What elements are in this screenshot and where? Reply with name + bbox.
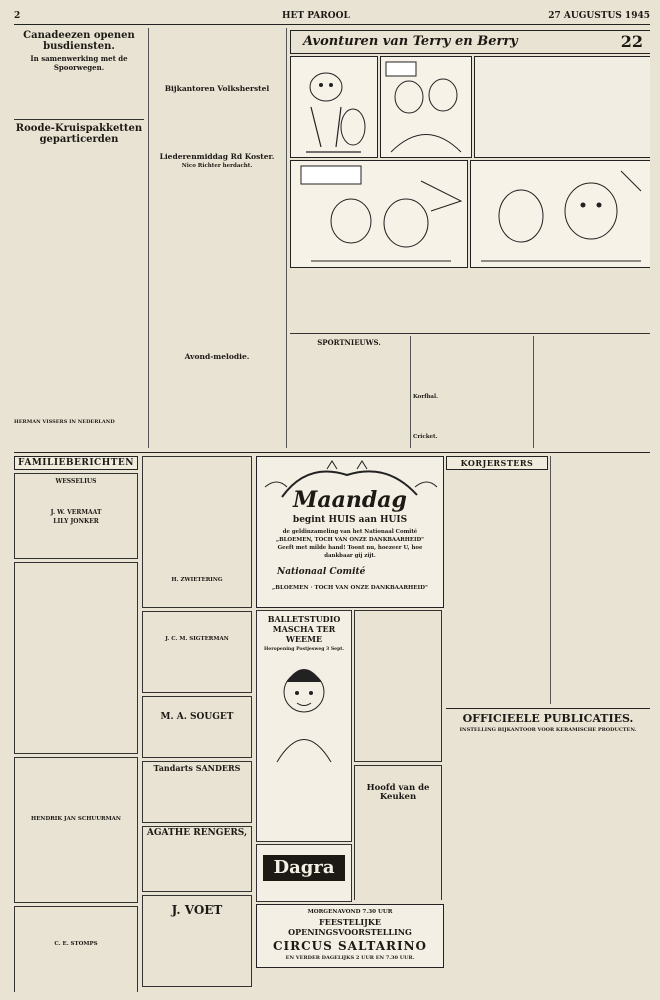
comic-strip [290,30,650,268]
family-header: FAMILIEBERICHTEN [14,456,138,470]
ad-rengers [142,826,252,892]
sigterman-name: J. C. M. SIGTERMAN [165,636,229,642]
notice-wesselius [14,473,138,559]
souget-name: M. A. SOUGET [160,712,234,722]
ads-column-mid [142,456,252,992]
maandag-slogan: „BLOEMEN · TOCH VAN ONZE DANKBAARHEID" [272,585,428,591]
notice-name-4: HENDRIK JAN SCHUURMAN [31,816,121,822]
ballet-address: Heropening Postjesweg 3 Sept. [263,647,345,652]
zwietering-name: H. ZWIETERING [171,577,223,583]
comic-panel-1 [290,56,378,158]
notices-column [354,610,442,900]
headline-bijkantoren: Bijkantoren Volksherstel [164,84,270,93]
voet-name: J. VOET [171,903,223,917]
maandag-line2: „BLOEMEN, TOCH VAN ONZE DANKBAARHEID" [275,537,424,543]
sport-column-3 [536,336,650,448]
circus-line4: EN VERDER DAGELIJKS 2 UUR EN 7.30 UUR. [285,955,415,961]
cricket-head: Cricket. [413,434,438,440]
notice-death-1 [14,562,138,754]
ad-sanders [142,761,252,823]
notice-stomps [14,906,138,992]
comic-caption-text [290,270,650,332]
column-2 [151,28,283,448]
circus-line2: FEESTELIJKE OPENINGSVOORSTELLING [288,917,412,937]
maandag-line3: Geeft met milde hand! Toont nu, hoezeer U, hoe [277,545,423,551]
sanders-name: Tandarts SANDERS [153,763,241,773]
comic-title: Avonturen van Terry en Berry [303,34,518,49]
headline-avond-melodie: Avond-melodie. [184,352,250,361]
rengers-name: AGATHE RENGERS, [146,828,248,838]
circus-line3: CIRCUS SALTARINO [272,939,428,953]
notice-name-1: WESSELIUS [55,478,97,485]
classifieds-column [553,456,650,706]
notice-schuurman [14,757,138,903]
ad-dagra [256,844,352,902]
dagra-brand: Dagra [263,855,345,881]
sport-column-2 [413,336,531,448]
notice-name-5: C. E. STOMPS [54,941,98,947]
sport-headline: SPORTNIEUWS. [317,338,381,347]
article-body [14,74,144,116]
official-sub: INSTELLING BIJKANTOOR VOOR KERAMISCHE PRODUCTEN. [459,727,637,733]
issue-date: 27 AUGUSTUS 1945 [548,11,650,21]
korfbal-head: Korfbal. [413,394,439,400]
notice-name-2: J. W. VERMAAT [50,509,102,516]
comic-number: 22 [620,32,643,51]
comic-panel-3-text [474,56,650,158]
newspaper-page [14,8,650,992]
subhead-spoorwegen: In samenwerking met de Spoorwegen. [30,54,128,72]
subhead-nico-richter: Nico Richter herdacht. [181,163,253,169]
headline-liederenmiddag: Liederenmiddag Rd Koster. [159,151,275,161]
official-publications [446,708,650,993]
korjer-column [446,456,548,706]
maandag-comite: Nationaal Comité [277,567,366,577]
column-1 [14,28,144,448]
comic-header [290,30,650,54]
maandag-line1: de geldinzameling van het Nationaal Comité [282,529,418,535]
headline-canadeezen: Canadeezen openen busdiensten. [23,30,135,52]
ballet-title: BALLETSTUDIO MASCHA TER WEEME [267,614,341,644]
notice-name-3: LILY JONKER [53,518,99,525]
korjer-header: KORJERSTERS [446,456,548,470]
newspaper-title: HET PAROOL [282,11,350,21]
page-number: 2 [14,11,21,21]
ad-souget [142,696,252,758]
masthead [14,8,650,25]
ad-maandag [256,456,444,608]
ad-voet [142,895,252,987]
comic-panel-2 [380,56,472,158]
circus-line1: MORGENAVOND 7.30 UUR [307,909,393,915]
notice-zwietering [142,456,252,608]
ad-keuken [354,765,442,900]
maandag-line4: dankbaar gij zijt. [324,553,376,559]
notice-sigterman [142,611,252,693]
sport-column-1 [290,336,408,448]
family-notices [14,456,138,992]
maandag-sub: begint HUIS aan HUIS [292,515,408,525]
comic-panel-4 [290,160,468,268]
notice-comite [354,610,442,762]
headline-roode-kruis: Roode-Kruispakketten geparticerden [15,122,143,145]
comic-panel-5 [470,160,650,268]
sign-off: HERMAN VISSERS IN NEDERLAND [14,418,115,425]
ad-ballet [256,610,352,842]
ad-circus [256,904,444,968]
maandag-title: Maandag [293,487,407,513]
official-header: OFFICIEELE PUBLICATIES. [462,712,634,725]
keuken-title: Hoofd van de Keuken [366,783,430,802]
